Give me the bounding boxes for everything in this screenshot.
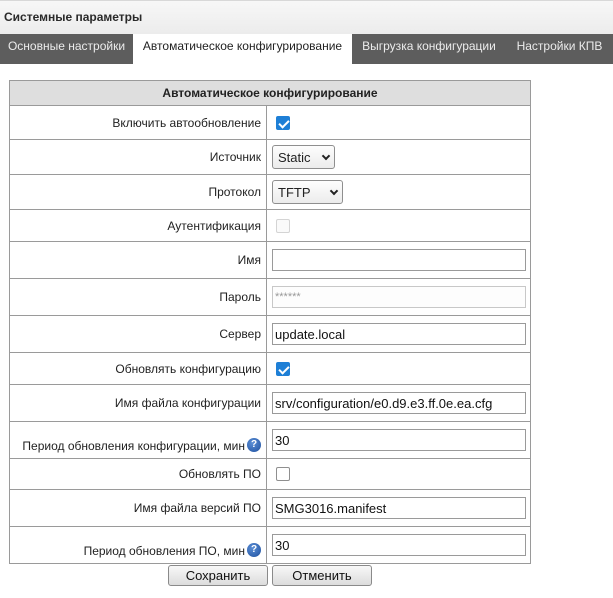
tab-auto-configuration[interactable]: Автоматическое конфигурирование bbox=[133, 34, 352, 64]
update-firmware-label: Обновлять ПО bbox=[10, 459, 267, 490]
auto-config-form bbox=[9, 80, 531, 564]
firmware-period-input[interactable] bbox=[272, 534, 526, 556]
protocol-select-value: TFTP bbox=[278, 184, 311, 200]
firmware-filename-input[interactable] bbox=[272, 497, 526, 519]
config-period-label: Период обновления конфигурации, мин bbox=[22, 439, 245, 453]
source-label: Источник bbox=[10, 140, 267, 175]
tab-config-export[interactable]: Выгрузка конфигурации bbox=[362, 39, 496, 53]
password-label: Пароль bbox=[10, 279, 267, 316]
update-config-checkbox[interactable] bbox=[276, 362, 290, 376]
tab-bar bbox=[0, 34, 613, 64]
username-input[interactable] bbox=[272, 249, 526, 271]
firmware-period-label-cell bbox=[10, 527, 267, 564]
form-title: Автоматическое конфигурирование bbox=[10, 81, 531, 106]
config-filename-input[interactable] bbox=[272, 392, 526, 414]
protocol-label: Протокол bbox=[10, 175, 267, 210]
source-select-value: Static bbox=[278, 149, 311, 165]
cancel-button[interactable]: Отменить bbox=[272, 565, 372, 586]
save-button[interactable]: Сохранить bbox=[168, 565, 268, 586]
chevron-down-icon bbox=[330, 186, 338, 194]
config-filename-label: Имя файла конфигурации bbox=[10, 385, 267, 422]
source-select[interactable] bbox=[272, 145, 335, 169]
tab-basic-settings[interactable]: Основные настройки bbox=[7, 39, 126, 53]
config-period-input[interactable] bbox=[272, 429, 526, 451]
auto-update-checkbox[interactable] bbox=[276, 116, 290, 130]
config-period-label-cell bbox=[10, 422, 267, 459]
question-icon[interactable]: ? bbox=[247, 543, 261, 557]
chevron-down-icon bbox=[322, 151, 330, 159]
page-header bbox=[0, 0, 613, 34]
page-title: Системные параметры bbox=[4, 10, 143, 24]
password-input[interactable] bbox=[272, 286, 526, 308]
auto-update-label: Включить автообновление bbox=[10, 106, 267, 140]
protocol-select[interactable] bbox=[272, 180, 343, 204]
update-config-label: Обновлять конфигурацию bbox=[10, 353, 267, 385]
auth-label: Аутентификация bbox=[10, 210, 267, 242]
firmware-period-label: Период обновления ПО, мин bbox=[83, 544, 245, 558]
update-firmware-checkbox[interactable] bbox=[276, 467, 290, 481]
question-icon[interactable]: ? bbox=[247, 438, 261, 452]
server-input[interactable] bbox=[272, 323, 526, 345]
server-label: Сервер bbox=[10, 316, 267, 353]
tab-kpv-settings[interactable]: Настройки КПВ bbox=[516, 39, 603, 53]
username-label: Имя bbox=[10, 242, 267, 279]
auth-checkbox[interactable] bbox=[276, 219, 290, 233]
firmware-filename-label: Имя файла версий ПО bbox=[10, 490, 267, 527]
